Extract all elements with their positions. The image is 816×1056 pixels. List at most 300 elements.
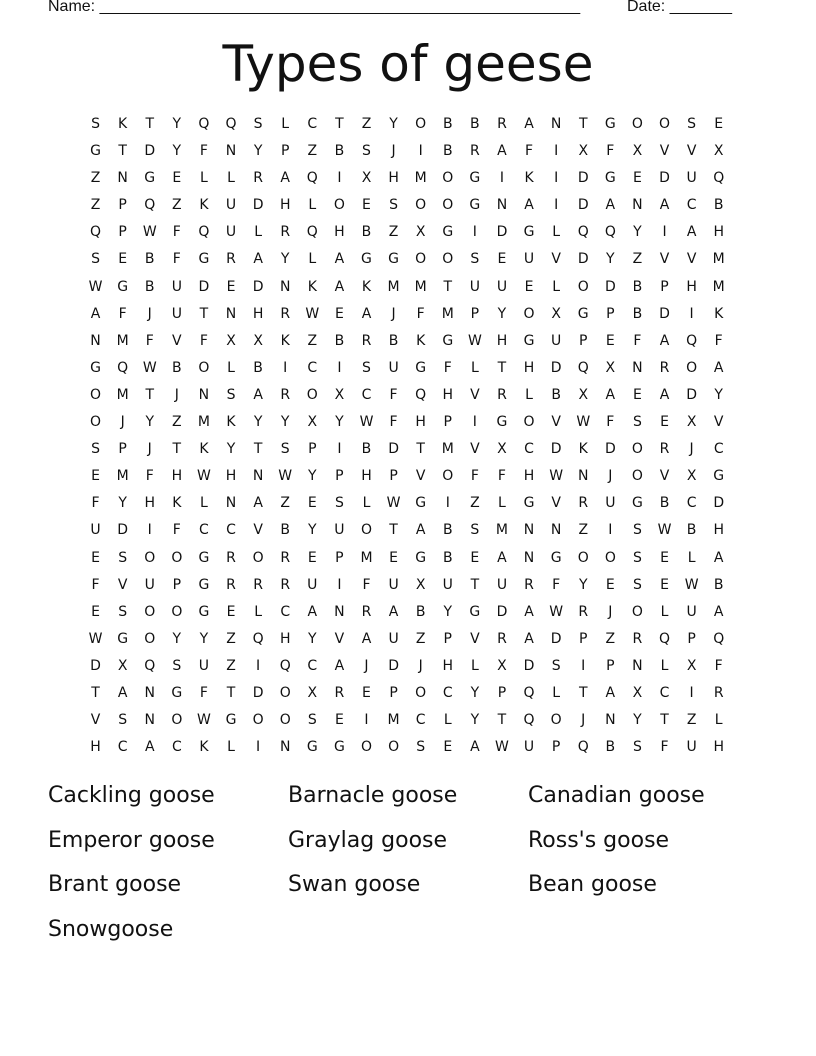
word-list-item: Swan goose	[288, 872, 421, 897]
grid-letter: G	[198, 603, 210, 620]
grid-letter: T	[470, 576, 480, 593]
grid-letter: N	[577, 468, 589, 485]
grid-letter: I	[364, 712, 369, 729]
grid-letter: U	[198, 657, 210, 674]
grid-letter: N	[198, 386, 210, 403]
grid-letter: A	[117, 684, 128, 701]
grid-letter: P	[606, 305, 615, 322]
grid-letter: Z	[90, 170, 101, 187]
grid-row	[82, 301, 734, 328]
grid-letter: W	[549, 603, 564, 620]
grid-letter: O	[577, 278, 589, 295]
grid-letter: I	[147, 522, 152, 539]
grid-letter: D	[713, 495, 725, 512]
grid-letter: A	[713, 359, 724, 376]
grid-letter: S	[632, 522, 642, 539]
grid-letter: Q	[252, 630, 264, 647]
grid-letter: N	[523, 522, 535, 539]
grid-letter: V	[470, 441, 480, 458]
grid-letter: V	[686, 251, 697, 268]
grid-letter: B	[253, 359, 263, 376]
grid-letter: A	[659, 386, 670, 403]
grid-letter: Z	[172, 197, 182, 214]
grid-letter: Q	[713, 170, 725, 187]
grid-letter: A	[90, 305, 101, 322]
grid-letter: L	[308, 251, 317, 268]
grid-letter: R	[226, 549, 236, 566]
grid-letter: Y	[172, 116, 182, 132]
grid-letter: R	[524, 576, 534, 593]
grid-letter: D	[252, 684, 264, 701]
grid-letter: O	[415, 684, 427, 701]
grid-row	[82, 680, 734, 707]
grid-letter: A	[659, 332, 670, 349]
grid-letter: G	[198, 549, 210, 566]
grid-letter: B	[388, 332, 399, 349]
grid-letter: L	[470, 657, 479, 674]
grid-letter: E	[334, 712, 344, 729]
grid-letter: Y	[199, 630, 209, 647]
grid-letter: M	[495, 522, 508, 539]
grid-letter: X	[605, 359, 616, 376]
grid-letter: W	[386, 495, 401, 512]
grid-letter: T	[578, 116, 588, 132]
grid-letter: B	[551, 386, 561, 403]
grid-letter: D	[577, 197, 589, 214]
grid-letter: I	[689, 305, 694, 322]
grid-row	[82, 274, 734, 301]
grid-letter: U	[171, 305, 182, 322]
grid-letter: E	[91, 549, 100, 566]
grid-letter: G	[496, 414, 508, 431]
grid-letter: D	[117, 522, 129, 539]
grid-letter: E	[91, 468, 100, 485]
grid-letter: A	[253, 386, 263, 403]
grid-letter: H	[361, 468, 372, 485]
grid-row	[82, 355, 734, 382]
grid-letter: M	[197, 414, 210, 431]
grid-letter: P	[443, 630, 452, 647]
grid-letter: T	[145, 386, 155, 403]
grid-letter: C	[171, 739, 182, 756]
grid-letter: Y	[280, 251, 290, 268]
grid-letter: I	[337, 359, 342, 376]
grid-letter: Z	[90, 197, 101, 214]
grid-letter: K	[226, 414, 236, 431]
grid-letter: S	[632, 739, 642, 756]
grid-letter: U	[686, 603, 697, 620]
grid-letter: T	[172, 441, 182, 458]
grid-letter: A	[361, 630, 372, 647]
grid-letter: F	[91, 495, 100, 512]
grid-letter: F	[443, 359, 452, 376]
grid-letter: R	[280, 386, 291, 403]
grid-letter: M	[441, 305, 454, 322]
grid-letter: R	[497, 116, 507, 132]
grid-letter: Z	[172, 414, 182, 431]
grid-letter: G	[198, 251, 210, 268]
grid-letter: C	[280, 603, 291, 620]
grid-letter: V	[172, 332, 182, 349]
grid-letter: U	[469, 278, 480, 295]
grid-letter: Q	[577, 359, 589, 376]
grid-letter: X	[307, 414, 318, 431]
grid-letter: N	[90, 332, 101, 349]
grid-letter: Z	[226, 657, 236, 674]
grid-letter: G	[415, 359, 427, 376]
grid-letter: X	[497, 441, 507, 458]
grid-letter: O	[523, 305, 535, 322]
grid-letter: A	[713, 603, 724, 620]
grid-letter: T	[497, 712, 507, 729]
grid-letter: E	[226, 278, 236, 295]
grid-letter: Y	[280, 414, 290, 431]
grid-letter: A	[605, 386, 616, 403]
grid-letter: G	[117, 630, 129, 647]
grid-letter: Y	[172, 630, 182, 647]
grid-letter: P	[551, 739, 561, 756]
grid-letter: Z	[632, 251, 643, 268]
grid-letter: Q	[604, 224, 616, 241]
grid-letter: R	[469, 143, 480, 160]
grid-letter: X	[686, 468, 697, 485]
grid-letter: M	[387, 278, 400, 295]
grid-letter: G	[442, 224, 454, 241]
grid-letter: F	[145, 468, 154, 485]
grid-letter: A	[307, 603, 318, 620]
name-field-label: Name: ______________________________________________________	[48, 0, 581, 15]
grid-letter: Q	[523, 712, 535, 729]
grid-letter: E	[470, 549, 480, 566]
grid-letter: F	[552, 576, 561, 593]
grid-letter: F	[606, 143, 615, 160]
grid-letter: R	[280, 305, 291, 322]
grid-letter: Y	[172, 143, 182, 160]
grid-letter: L	[714, 712, 723, 729]
grid-letter: C	[686, 197, 697, 214]
grid-letter: Q	[198, 116, 210, 132]
grid-letter: J	[608, 468, 613, 485]
grid-letter: Y	[335, 414, 344, 431]
grid-letter: W	[467, 332, 482, 349]
grid-letter: K	[416, 332, 426, 349]
word-list-item: Barnacle goose	[288, 783, 458, 808]
grid-letter: B	[442, 549, 453, 566]
grid-letter: D	[523, 657, 535, 674]
grid-letter: X	[578, 386, 589, 403]
grid-letter: Y	[633, 712, 642, 729]
grid-letter: L	[200, 170, 208, 187]
grid-letter: C	[415, 712, 426, 729]
grid-letter: X	[117, 657, 128, 674]
grid-letter: Q	[198, 224, 210, 241]
grid-letter: L	[552, 684, 561, 701]
grid-letter: L	[281, 116, 290, 132]
grid-letter: Q	[90, 224, 102, 241]
grid-letter: G	[713, 468, 725, 485]
grid-letter: C	[307, 657, 318, 674]
grid-letter: L	[443, 712, 452, 729]
grid-letter: O	[415, 116, 427, 132]
grid-letter: X	[551, 305, 561, 322]
grid-letter: O	[171, 549, 183, 566]
grid-letter: L	[552, 224, 561, 241]
grid-letter: X	[686, 657, 697, 674]
grid-letter: W	[495, 739, 509, 756]
grid-letter: F	[470, 468, 479, 485]
grid-letter: N	[279, 278, 291, 295]
grid-letter: E	[226, 603, 236, 620]
grid-letter: B	[334, 143, 345, 160]
grid-letter: Z	[226, 630, 236, 647]
grid-letter: U	[307, 576, 318, 593]
grid-letter: W	[278, 468, 293, 485]
grid-letter: B	[361, 441, 372, 458]
grid-letter: Q	[415, 386, 427, 403]
grid-letter: H	[388, 170, 399, 187]
grid-letter: I	[283, 359, 288, 376]
grid-letter: X	[253, 332, 263, 349]
grid-letter: B	[361, 224, 372, 241]
grid-row	[82, 490, 734, 517]
grid-letter: R	[713, 684, 724, 701]
grid-letter: G	[415, 549, 427, 566]
grid-letter: B	[632, 278, 643, 295]
grid-letter: B	[415, 603, 426, 620]
grid-row	[82, 463, 734, 490]
grid-letter: R	[497, 630, 507, 647]
grid-letter: P	[172, 576, 182, 593]
grid-letter: T	[226, 684, 236, 701]
grid-letter: O	[90, 414, 102, 431]
grid-letter: I	[418, 143, 423, 160]
grid-letter: W	[684, 576, 699, 593]
grid-letter: R	[361, 603, 372, 620]
grid-letter: U	[171, 278, 182, 295]
grid-letter: U	[225, 197, 237, 214]
grid-letter: F	[660, 739, 669, 756]
grid-letter: I	[256, 739, 261, 756]
grid-letter: D	[496, 603, 508, 620]
word-list-item: Snowgoose	[48, 916, 174, 942]
grid-letter: K	[361, 278, 372, 295]
grid-letter: H	[415, 414, 426, 431]
grid-letter: O	[442, 197, 454, 214]
grid-letter: E	[524, 278, 534, 295]
grid-letter: C	[307, 359, 318, 376]
grid-letter: Y	[118, 495, 127, 512]
grid-letter: S	[91, 251, 100, 268]
grid-letter: B	[659, 495, 670, 512]
grid-letter: N	[550, 116, 562, 132]
grid-letter: R	[226, 251, 236, 268]
grid-letter: E	[497, 251, 507, 268]
grid-letter: V	[686, 143, 697, 160]
grid-letter: A	[334, 278, 345, 295]
grid-letter: N	[252, 468, 264, 485]
grid-letter: M	[441, 441, 454, 458]
grid-letter: U	[523, 251, 535, 268]
grid-letter: H	[442, 386, 454, 403]
grid-letter: A	[524, 116, 534, 132]
grid-letter: B	[605, 739, 616, 756]
grid-letter: Z	[280, 495, 290, 512]
grid-letter: N	[632, 197, 643, 214]
grid-letter: P	[470, 305, 480, 322]
grid-letter: U	[686, 739, 697, 756]
grid-letter: A	[524, 197, 534, 214]
grid-letter: Z	[361, 116, 372, 132]
grid-letter: Y	[308, 468, 317, 485]
grid-letter: S	[334, 495, 344, 512]
grid-letter: E	[362, 197, 371, 214]
grid-letter: V	[334, 630, 345, 647]
grid-letter: O	[631, 441, 643, 458]
grid-letter: D	[604, 278, 616, 295]
grid-letter: O	[171, 712, 183, 729]
grid-letter: D	[496, 224, 508, 241]
grid-letter: F	[633, 332, 642, 349]
grid-letter: I	[256, 657, 261, 674]
grid-letter: H	[713, 224, 724, 241]
grid-letter: G	[469, 603, 481, 620]
grid-letter: H	[442, 657, 454, 674]
grid-letter: P	[335, 549, 344, 566]
grid-letter: Y	[497, 305, 507, 322]
grid-letter: X	[497, 657, 507, 674]
grid-letter: B	[144, 251, 155, 268]
grid-letter: F	[606, 414, 615, 431]
grid-letter: S	[91, 116, 100, 132]
grid-letter: R	[659, 359, 670, 376]
grid-row	[82, 707, 734, 734]
grid-letter: T	[91, 684, 100, 701]
grid-row	[82, 572, 734, 599]
grid-letter: H	[523, 359, 535, 376]
grid-letter: V	[659, 468, 670, 485]
grid-letter: J	[147, 305, 152, 322]
grid-letter: I	[581, 657, 586, 674]
grid-letter: Z	[415, 630, 426, 647]
grid-letter: U	[225, 224, 237, 241]
grid-letter: I	[472, 224, 477, 241]
grid-letter: V	[253, 522, 263, 539]
grid-row	[82, 653, 734, 680]
grid-letter: B	[470, 116, 480, 132]
grid-letter: U	[551, 332, 562, 349]
grid-row	[82, 599, 734, 626]
grid-letter: F	[145, 332, 154, 349]
word-list	[48, 778, 768, 956]
grid-letter: Q	[577, 224, 589, 241]
grid-letter: D	[550, 630, 562, 647]
grid-letter: X	[632, 684, 643, 701]
grid-letter: J	[391, 143, 396, 160]
grid-letter: I	[499, 170, 505, 187]
grid-letter: H	[171, 468, 183, 485]
grid-letter: O	[659, 116, 671, 132]
grid-letter: A	[659, 197, 670, 214]
grid-letter: G	[361, 251, 372, 268]
grid-letter: P	[660, 278, 669, 295]
grid-letter: A	[713, 549, 724, 566]
grid-letter: S	[172, 657, 182, 674]
grid-letter: X	[334, 386, 345, 403]
grid-letter: D	[577, 251, 589, 268]
grid-row	[82, 246, 734, 273]
grid-letter: U	[496, 278, 508, 295]
grid-letter: E	[389, 549, 398, 566]
grid-row	[82, 626, 734, 653]
grid-letter: W	[549, 468, 564, 485]
grid-letter: G	[415, 495, 427, 512]
grid-letter: G	[117, 278, 129, 295]
grid-letter: A	[361, 305, 372, 322]
grid-letter: D	[550, 359, 562, 376]
grid-letter: F	[497, 468, 506, 485]
grid-letter: C	[524, 441, 534, 458]
grid-letter: Y	[253, 143, 263, 160]
grid-letter: L	[498, 495, 506, 512]
grid-letter: O	[279, 684, 291, 701]
grid-letter: T	[497, 359, 507, 376]
grid-row	[82, 545, 734, 572]
grid-letter: B	[334, 332, 345, 349]
grid-letter: H	[225, 468, 237, 485]
grid-letter: L	[254, 224, 263, 241]
grid-letter: Y	[253, 414, 263, 431]
grid-letter: N	[496, 197, 508, 214]
grid-row	[82, 111, 734, 138]
grid-letter: V	[659, 251, 670, 268]
grid-letter: T	[416, 441, 425, 458]
grid-letter: Q	[306, 224, 318, 241]
grid-letter: Q	[523, 684, 535, 701]
grid-letter: C	[442, 684, 453, 701]
grid-letter: K	[199, 739, 209, 756]
grid-letter: K	[199, 197, 209, 214]
grid-letter: N	[632, 359, 643, 376]
grid-letter: R	[226, 576, 236, 593]
grid-letter: W	[657, 522, 672, 539]
grid-letter: P	[280, 143, 290, 160]
grid-letter: O	[90, 386, 102, 403]
grid-letter: R	[497, 386, 507, 403]
grid-letter: H	[252, 305, 264, 322]
grid-letter: L	[254, 603, 263, 620]
grid-letter: H	[713, 739, 724, 756]
grid-letter: P	[579, 630, 588, 647]
grid-letter: S	[687, 116, 697, 132]
grid-letter: P	[579, 332, 588, 349]
grid-letter: Z	[388, 224, 399, 241]
grid-letter: A	[388, 603, 399, 620]
grid-letter: U	[442, 576, 453, 593]
grid-letter: F	[389, 386, 398, 403]
grid-letter: Y	[389, 116, 398, 132]
grid-letter: Y	[714, 386, 723, 403]
grid-letter: Y	[145, 414, 155, 431]
grid-letter: O	[550, 712, 562, 729]
grid-letter: U	[334, 522, 345, 539]
grid-letter: V	[415, 468, 426, 485]
grid-letter: R	[253, 576, 263, 593]
grid-letter: E	[362, 684, 371, 701]
grid-letter: Q	[686, 332, 698, 349]
grid-letter: H	[496, 332, 508, 349]
grid-letter: O	[198, 359, 210, 376]
grid-letter: V	[470, 386, 480, 403]
